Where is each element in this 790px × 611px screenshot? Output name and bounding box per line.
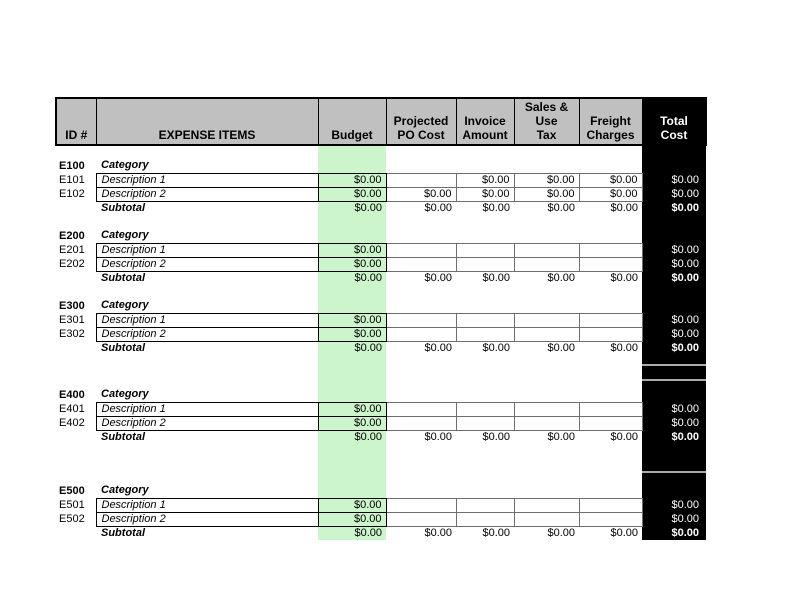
category-id-cell: E500 [59,484,85,497]
spacer-cell [386,285,456,299]
expense-row [56,498,706,512]
total-cost-cell: $0.00 [642,173,706,187]
row-id-cell: E502 [59,512,85,525]
total-cost-cell: $0.00 [642,498,706,512]
sales-tax-cell[interactable]: $0.00 [514,187,579,201]
empty-cell [456,159,514,173]
category-id-cell: E300 [59,299,85,312]
header-label: Projected [393,114,449,128]
subtotal-total-cell: $0.00 [642,341,706,355]
subtotal-freight-cell: $0.00 [610,201,638,214]
empty-cell [579,159,642,173]
empty-cell [318,484,386,498]
total-cost-cell: $0.00 [642,313,706,327]
header-cell-id [56,98,96,145]
invoice-amount-cell[interactable] [456,313,514,327]
subtotal-label-cell: Subtotal [101,430,145,443]
expense-row [56,243,706,257]
empty-cell [56,526,96,540]
spacer-row [56,145,706,159]
empty-cell [579,388,642,402]
empty-cell [642,299,706,313]
expense-row [56,173,706,187]
invoice-amount-cell[interactable]: $0.00 [456,173,514,187]
budget-value-cell[interactable]: $0.00 [318,257,386,271]
spacer-cell [56,444,96,484]
invoice-amount-cell[interactable] [456,512,514,526]
empty-cell [642,159,706,173]
po-cost-cell[interactable] [386,402,456,416]
empty-cell [386,484,456,498]
empty-cell [579,299,642,313]
spacer-cell [579,145,642,159]
spacer-cell [386,355,456,388]
expense-description-cell[interactable]: Description 2 [96,512,318,526]
total-cost-cell: $0.00 [642,402,706,416]
expense-description-cell[interactable]: Description 1 [96,313,318,327]
subtotal-tax-cell: $0.00 [547,341,575,354]
subtotal-tax-cell: $0.00 [547,430,575,443]
empty-cell [318,159,386,173]
category-label-cell: Category [101,299,149,312]
category-row [56,388,706,402]
row-id-cell: E201 [59,243,85,256]
expense-description-cell[interactable]: Description 1 [96,173,318,187]
expense-row [56,313,706,327]
subtotal-po-cell: $0.00 [424,430,452,443]
row-divider [642,364,706,366]
empty-cell [514,299,579,313]
spacer-cell [386,444,456,484]
spacer-cell [318,444,386,484]
po-cost-cell[interactable] [386,257,456,271]
expense-description-cell[interactable]: Description 1 [96,243,318,257]
spacer-cell [386,215,456,229]
subtotal-total-cell: $0.00 [642,526,706,540]
budget-value-cell[interactable]: $0.00 [318,498,386,512]
sales-tax-cell[interactable]: $0.00 [514,173,579,187]
empty-cell [579,484,642,498]
subtotal-total-cell: $0.00 [642,271,706,285]
empty-cell [386,388,456,402]
spacer-row [56,355,706,388]
po-cost-cell[interactable] [386,327,456,341]
subtotal-tax-cell: $0.00 [547,201,575,214]
empty-cell [579,229,642,243]
row-id-cell: E202 [59,257,85,270]
total-cost-cell: $0.00 [642,243,706,257]
category-label-cell: Category [101,159,149,172]
freight-charges-cell[interactable]: $0.00 [579,173,642,187]
empty-cell [386,299,456,313]
subtotal-label-cell: Subtotal [101,526,145,539]
freight-charges-cell[interactable] [579,327,642,341]
empty-cell [56,341,96,355]
expense-description-cell[interactable]: Description 1 [96,402,318,416]
empty-cell [456,388,514,402]
subtotal-budget-cell: $0.00 [318,341,386,355]
subtotal-total-cell: $0.00 [642,430,706,444]
freight-charges-cell[interactable] [579,243,642,257]
empty-cell [456,299,514,313]
empty-cell [514,484,579,498]
category-row [56,299,706,313]
category-label-cell: Category [101,388,149,401]
empty-cell [56,201,96,215]
budget-value-cell[interactable]: $0.00 [318,327,386,341]
subtotal-budget-cell: $0.00 [318,526,386,540]
empty-cell [318,229,386,243]
spacer-cell [642,145,706,159]
header-label: EXPENSE ITEMS [158,128,256,142]
row-id-cell: E101 [59,173,85,186]
subtotal-tax-cell: $0.00 [547,271,575,284]
sales-tax-cell[interactable] [514,402,579,416]
spacer-cell [96,444,318,484]
category-row [56,229,706,243]
row-id-cell: E102 [59,187,85,200]
invoice-amount-cell[interactable] [456,402,514,416]
budget-value-cell[interactable]: $0.00 [318,243,386,257]
subtotal-invoice-cell: $0.00 [482,526,510,539]
spacer-cell [318,355,386,388]
row-id-cell: E401 [59,402,85,415]
subtotal-invoice-cell: $0.00 [482,430,510,443]
freight-charges-cell[interactable] [579,498,642,512]
subtotal-total-cell: $0.00 [642,201,706,215]
spacer-cell [318,285,386,299]
subtotal-freight-cell: $0.00 [610,341,638,354]
expense-row [56,257,706,271]
expense-row [56,327,706,341]
sales-tax-cell[interactable] [514,313,579,327]
subtotal-freight-cell: $0.00 [610,271,638,284]
category-row [56,484,706,498]
spacer-cell [456,444,514,484]
subtotal-row [56,271,706,285]
spacer-cell [318,215,386,229]
subtotal-label-cell: Subtotal [101,271,145,284]
spacer-cell [514,355,579,388]
invoice-amount-cell[interactable] [456,498,514,512]
header-cell-freight [579,98,642,145]
empty-cell [456,229,514,243]
expense-description-cell[interactable]: Description 2 [96,257,318,271]
subtotal-po-cell: $0.00 [424,341,452,354]
budget-value-cell[interactable]: $0.00 [318,512,386,526]
spacer-row [56,285,706,299]
header-label: Freight [590,114,631,128]
header-cell-item [96,98,318,145]
po-cost-cell[interactable] [386,313,456,327]
subtotal-po-cell: $0.00 [424,271,452,284]
table-header [56,98,706,145]
freight-charges-cell[interactable] [579,512,642,526]
header-label: Total [660,114,688,128]
invoice-amount-cell[interactable] [456,243,514,257]
empty-cell [386,159,456,173]
category-row [56,159,706,173]
row-id-cell: E301 [59,313,85,326]
total-cost-cell: $0.00 [642,512,706,526]
header-cell-total [642,98,706,145]
category-label-cell: Category [101,484,149,497]
row-divider [642,471,706,473]
expense-description-cell[interactable]: Description 2 [96,416,318,430]
spacer-cell [514,444,579,484]
header-row [56,98,706,145]
expense-description-cell[interactable]: Description 1 [96,498,318,512]
po-cost-cell[interactable]: $0.00 [386,187,456,201]
freight-charges-cell[interactable] [579,257,642,271]
spacer-cell [56,355,96,388]
sales-tax-cell[interactable] [514,512,579,526]
spacer-cell [56,215,96,229]
expense-description-cell[interactable]: Description 2 [96,327,318,341]
invoice-amount-cell[interactable] [456,416,514,430]
spacer-cell [456,355,514,388]
subtotal-row [56,341,706,355]
spacer-cell [456,145,514,159]
spacer-cell [514,215,579,229]
total-cost-cell: $0.00 [642,327,706,341]
spacer-cell [579,444,642,484]
subtotal-budget-cell: $0.00 [318,271,386,285]
header-label: Tax [536,128,557,142]
budget-value-cell[interactable]: $0.00 [318,416,386,430]
spacer-row [56,215,706,229]
header-label: PO Cost [397,128,445,142]
sales-tax-cell[interactable] [514,498,579,512]
spacer-cell [386,145,456,159]
invoice-amount-cell[interactable]: $0.00 [456,187,514,201]
po-cost-cell[interactable] [386,173,456,187]
total-cost-cell: $0.00 [642,416,706,430]
header-cell-budget [318,98,386,145]
budget-value-cell[interactable]: $0.00 [318,313,386,327]
header-label: Amount [462,128,508,142]
expense-row [56,416,706,430]
expense-description-cell[interactable]: Description 2 [96,187,318,201]
empty-cell [386,229,456,243]
invoice-amount-cell[interactable] [456,327,514,341]
empty-cell [514,388,579,402]
spacer-cell [318,145,386,159]
header-cell-invoice [456,98,514,145]
budget-value-cell[interactable]: $0.00 [318,187,386,201]
budget-value-cell[interactable]: $0.00 [318,173,386,187]
subtotal-budget-cell: $0.00 [318,430,386,444]
row-id-cell: E501 [59,498,85,511]
spacer-cell [96,355,318,388]
budget-value-cell[interactable]: $0.00 [318,402,386,416]
subtotal-freight-cell: $0.00 [610,430,638,443]
category-label-cell: Category [101,229,149,242]
subtotal-tax-cell: $0.00 [547,526,575,539]
spacer-cell [642,215,706,229]
spacer-cell [96,215,318,229]
total-cost-cell: $0.00 [642,257,706,271]
empty-cell [642,388,706,402]
spacer-cell [579,215,642,229]
row-id-cell: E302 [59,327,85,340]
spacer-row [56,444,706,484]
empty-cell [514,229,579,243]
po-cost-cell[interactable] [386,416,456,430]
row-id-cell: E402 [59,416,85,429]
empty-cell [318,388,386,402]
invoice-amount-cell[interactable] [456,257,514,271]
category-id-cell: E400 [59,388,85,401]
spacer-cell [514,285,579,299]
sales-tax-cell[interactable] [514,243,579,257]
header-label: ID # [65,128,88,142]
empty-cell [514,159,579,173]
freight-charges-cell[interactable] [579,416,642,430]
subtotal-row [56,526,706,540]
sales-tax-cell[interactable] [514,327,579,341]
po-cost-cell[interactable] [386,498,456,512]
spacer-cell [456,285,514,299]
freight-charges-cell[interactable]: $0.00 [579,187,642,201]
header-label: Invoice [464,114,506,128]
expense-row [56,402,706,416]
spacer-cell [642,285,706,299]
freight-charges-cell[interactable] [579,313,642,327]
subtotal-po-cell: $0.00 [424,526,452,539]
empty-cell [456,484,514,498]
table-body [56,145,706,540]
subtotal-label-cell: Subtotal [101,201,145,214]
spacer-cell [579,285,642,299]
subtotal-invoice-cell: $0.00 [482,341,510,354]
spacer-cell [642,444,706,484]
subtotal-po-cell: $0.00 [424,201,452,214]
expense-row [56,512,706,526]
header-label: Sales & Use [524,100,569,128]
empty-cell [642,484,706,498]
spacer-cell [56,285,96,299]
total-cost-cell: $0.00 [642,187,706,201]
expense-row [56,187,706,201]
subtotal-row [56,430,706,444]
spacer-cell [579,355,642,388]
category-id-cell: E100 [59,159,85,172]
subtotal-invoice-cell: $0.00 [482,271,510,284]
empty-cell [318,299,386,313]
po-cost-cell[interactable] [386,243,456,257]
header-label: Cost [660,128,688,142]
subtotal-label-cell: Subtotal [101,341,145,354]
sales-tax-cell[interactable] [514,416,579,430]
freight-charges-cell[interactable] [579,402,642,416]
subtotal-budget-cell: $0.00 [318,201,386,215]
spacer-cell [56,145,96,159]
subtotal-row [56,201,706,215]
header-cell-tax [514,98,579,145]
subtotal-invoice-cell: $0.00 [482,201,510,214]
po-cost-cell[interactable] [386,512,456,526]
spacer-cell [642,355,706,388]
spacer-cell [514,145,579,159]
empty-cell [56,430,96,444]
sales-tax-cell[interactable] [514,257,579,271]
empty-cell [642,229,706,243]
spacer-cell [456,215,514,229]
spacer-cell [96,145,318,159]
empty-cell [56,271,96,285]
spacer-cell [96,285,318,299]
subtotal-freight-cell: $0.00 [610,526,638,539]
header-label: Charges [586,128,635,142]
expense-table-container [55,97,707,540]
category-id-cell: E200 [59,229,85,242]
expense-table [55,97,707,540]
header-cell-po [386,98,456,145]
row-divider [642,379,706,381]
header-label: Budget [331,128,373,142]
